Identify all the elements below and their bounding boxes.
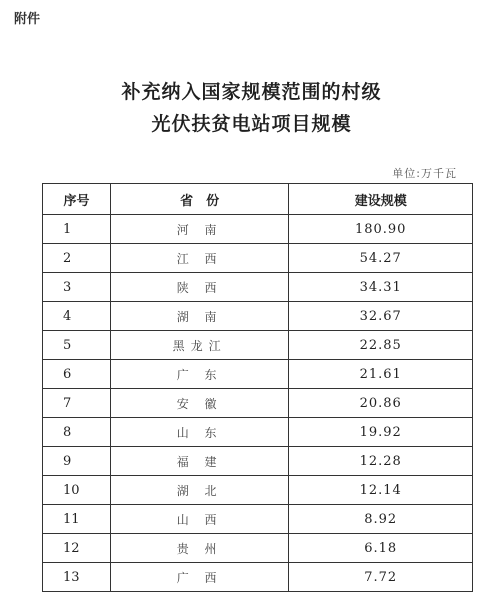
- row-index: 12: [43, 534, 111, 563]
- table-row: [43, 244, 473, 273]
- row-province: 河 南: [110, 215, 289, 244]
- table-row: [43, 360, 473, 389]
- row-index: 13: [43, 563, 111, 592]
- row-capacity: 20.86: [289, 389, 473, 418]
- capacity-table: [42, 183, 473, 592]
- document-title-line1: 补充纳入国家规模范围的村级: [121, 81, 382, 103]
- row-capacity: 8.92: [289, 505, 473, 534]
- table-row: [43, 418, 473, 447]
- row-index: 9: [43, 447, 111, 476]
- row-index: 5: [43, 331, 111, 360]
- row-province: 贵 州: [110, 534, 289, 563]
- row-capacity: 21.61: [289, 360, 473, 389]
- row-capacity: 22.85: [289, 331, 473, 360]
- row-capacity: 6.18: [289, 534, 473, 563]
- row-province: 安 徽: [110, 389, 289, 418]
- row-province: 江 西: [110, 244, 289, 273]
- row-index: 10: [43, 476, 111, 505]
- document-title-line2: 光伏扶贫电站项目规模: [151, 113, 352, 135]
- row-capacity: 19.92: [289, 418, 473, 447]
- row-province: 福 建: [110, 447, 289, 476]
- table-row: [43, 215, 473, 244]
- row-capacity: 7.72: [289, 563, 473, 592]
- table-body: [43, 215, 473, 592]
- table-header-row: [43, 184, 473, 215]
- unit-label: 单位:万千瓦: [392, 167, 457, 180]
- row-index: 3: [43, 273, 111, 302]
- table-row: [43, 389, 473, 418]
- row-capacity: 180.90: [289, 215, 473, 244]
- header-index: 序号: [43, 184, 111, 215]
- row-province: 湖 北: [110, 476, 289, 505]
- table-row: [43, 534, 473, 563]
- table-row: [43, 476, 473, 505]
- row-capacity: 12.14: [289, 476, 473, 505]
- table-row: [43, 563, 473, 592]
- row-index: 1: [43, 215, 111, 244]
- row-index: 4: [43, 302, 111, 331]
- header-capacity: 建设规模: [289, 184, 473, 215]
- row-index: 2: [43, 244, 111, 273]
- row-index: 7: [43, 389, 111, 418]
- table-row: [43, 302, 473, 331]
- row-province: 广 东: [110, 360, 289, 389]
- attachment-label: 附件: [14, 12, 41, 27]
- table-row: [43, 505, 473, 534]
- row-capacity: 54.27: [289, 244, 473, 273]
- row-index: 6: [43, 360, 111, 389]
- row-index: 8: [43, 418, 111, 447]
- row-capacity: 34.31: [289, 273, 473, 302]
- row-index: 11: [43, 505, 111, 534]
- row-province: 黑龙江: [110, 331, 289, 360]
- row-capacity: 32.67: [289, 302, 473, 331]
- header-province: 省 份: [110, 184, 289, 215]
- table-row: [43, 273, 473, 302]
- row-province: 广 西: [110, 563, 289, 592]
- row-province: 山 西: [110, 505, 289, 534]
- row-province: 山 东: [110, 418, 289, 447]
- table-row: [43, 331, 473, 360]
- row-province: 湖 南: [110, 302, 289, 331]
- row-province: 陕 西: [110, 273, 289, 302]
- row-capacity: 12.28: [289, 447, 473, 476]
- table-row: [43, 447, 473, 476]
